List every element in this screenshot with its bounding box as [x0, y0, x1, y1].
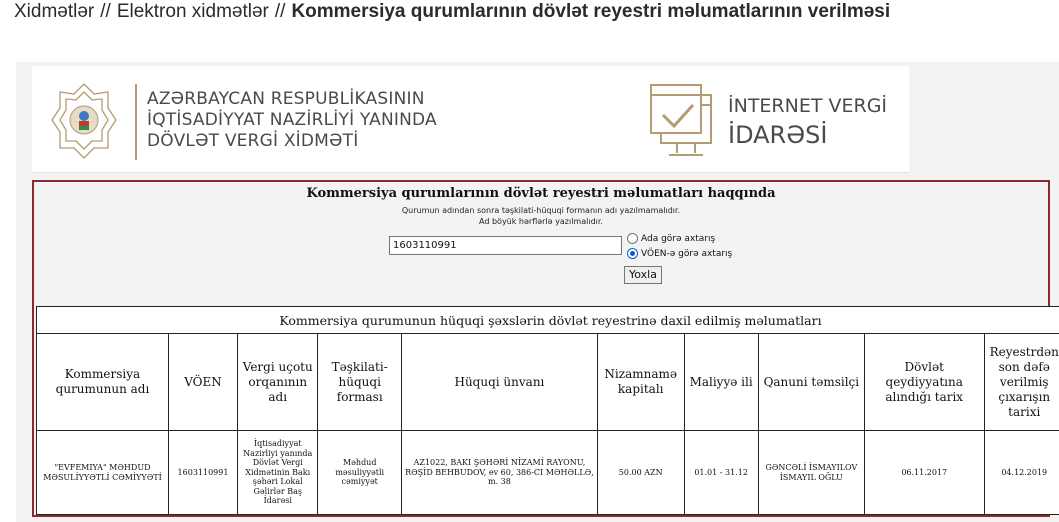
- column-header: Təşkilati-hüquqi forması: [318, 334, 402, 431]
- breadcrumb-e-services-link[interactable]: Elektron xidmətlər: [116, 1, 269, 22]
- table-row: [37, 431, 1059, 515]
- results-table: [36, 306, 1059, 515]
- agency-name-line1: AZƏRBAYCAN RESPUBLİKASININ: [147, 89, 425, 109]
- search-by-name-option[interactable]: [627, 233, 715, 244]
- search-note-1: Qurumun adından sonra təşkilati-hüquqi formanın adı yazılmamalıdır.: [401, 206, 681, 215]
- agency-name: [147, 89, 437, 152]
- column-header: Qanuni təmsilçi: [758, 334, 864, 431]
- charter-capital-cell: 50.00 AZN: [597, 431, 684, 515]
- column-header: Reyestrdən son dəfə verilmiş çıxarışın tarixi: [984, 334, 1059, 431]
- breadcrumb-separator: //: [274, 1, 286, 22]
- check-button[interactable]: Yoxla: [624, 266, 662, 284]
- banner-divider: [135, 84, 137, 160]
- column-header: Nizamnamə kapitalı: [597, 334, 684, 431]
- breadcrumb-current: Kommersiya qurumlarının dövlət reyestri məlumatlarının verilməsi: [291, 1, 891, 22]
- voen-search-input[interactable]: [389, 236, 622, 255]
- fiscal-year-cell: 01.01 - 31.12: [684, 431, 758, 515]
- company-name-cell: "EVFEMIYA" MƏHDUD MƏSULİYYƏTLİ CƏMİYYƏTİ: [37, 431, 169, 515]
- search-by-voen-label: VÖEN-ə görə axtarış: [641, 248, 733, 259]
- legal-form-cell: Məhdud məsuliyyətli cəmiyyət: [318, 431, 402, 515]
- search-by-name-radio[interactable]: [627, 233, 638, 244]
- agency-name-line3: DÖVLƏT VERGİ XİDMƏTİ: [147, 131, 359, 151]
- monitor-checkmark-icon: [647, 81, 727, 163]
- last-extract-date-cell: 04.12.2019: [984, 431, 1059, 515]
- irs-title-line2: İDARƏSİ: [728, 121, 828, 149]
- column-header: Hüquqi ünvanı: [401, 334, 597, 431]
- registry-search-panel: [32, 180, 1059, 517]
- tax-service-banner: [32, 66, 909, 173]
- legal-representative-cell: GƏNCƏLİ İSMAYILOV İSMAYIL OĞLU: [758, 431, 864, 515]
- registration-date-cell: 06.11.2017: [864, 431, 984, 515]
- search-by-voen-radio[interactable]: [627, 248, 638, 259]
- legal-address-cell: AZ1022, BAKI ŞƏHƏRİ NİZAMİ RAYONU, RƏŞİD BEHBUDOV, ev 60, 386-CI MƏHƏLLƏ, m. 38: [401, 431, 597, 515]
- column-header: Kommersiya qurumunun adı: [37, 334, 169, 431]
- column-header: Vergi uçotu orqanının adı: [238, 334, 318, 431]
- search-note-2: Ad böyük hərflərlə yazılmalıdır.: [479, 217, 603, 226]
- column-header: Dövlət qeydiyyatına alındığı tarix: [864, 334, 984, 431]
- tax-office-cell: İqtisadiyyat Nazirliyi yanında Dövlət Vergi Xidmətinin Bakı şəhəri Lokal Gəlirlər Baş İdarəsi: [238, 431, 318, 515]
- voen-cell: 1603110991: [168, 431, 237, 515]
- state-emblem-icon: [50, 82, 118, 160]
- search-by-voen-option[interactable]: [627, 248, 732, 259]
- results-header-row: [37, 334, 1059, 431]
- breadcrumb: [14, 0, 890, 26]
- column-header: VÖEN: [168, 334, 237, 431]
- search-by-name-label: Ada görə axtarış: [641, 233, 716, 244]
- irs-title-line1: İNTERNET VERGİ: [728, 95, 888, 117]
- internet-tax-office-title: [728, 92, 887, 150]
- search-title: Kommersiya qurumlarının dövlət reyestri məlumatları haqqında: [306, 186, 776, 201]
- column-header: Maliyyə ili: [684, 334, 758, 431]
- agency-name-line2: İQTİSADİYYAT NAZİRLİYİ YANINDA: [147, 110, 437, 130]
- breadcrumb-services-link[interactable]: Xidmətlər: [14, 1, 95, 22]
- results-caption: Kommersiya qurumunun hüquqi şəxslərin dövlət reyestrinə daxil edilmiş məlumatları: [37, 307, 1059, 334]
- breadcrumb-separator: //: [100, 1, 111, 22]
